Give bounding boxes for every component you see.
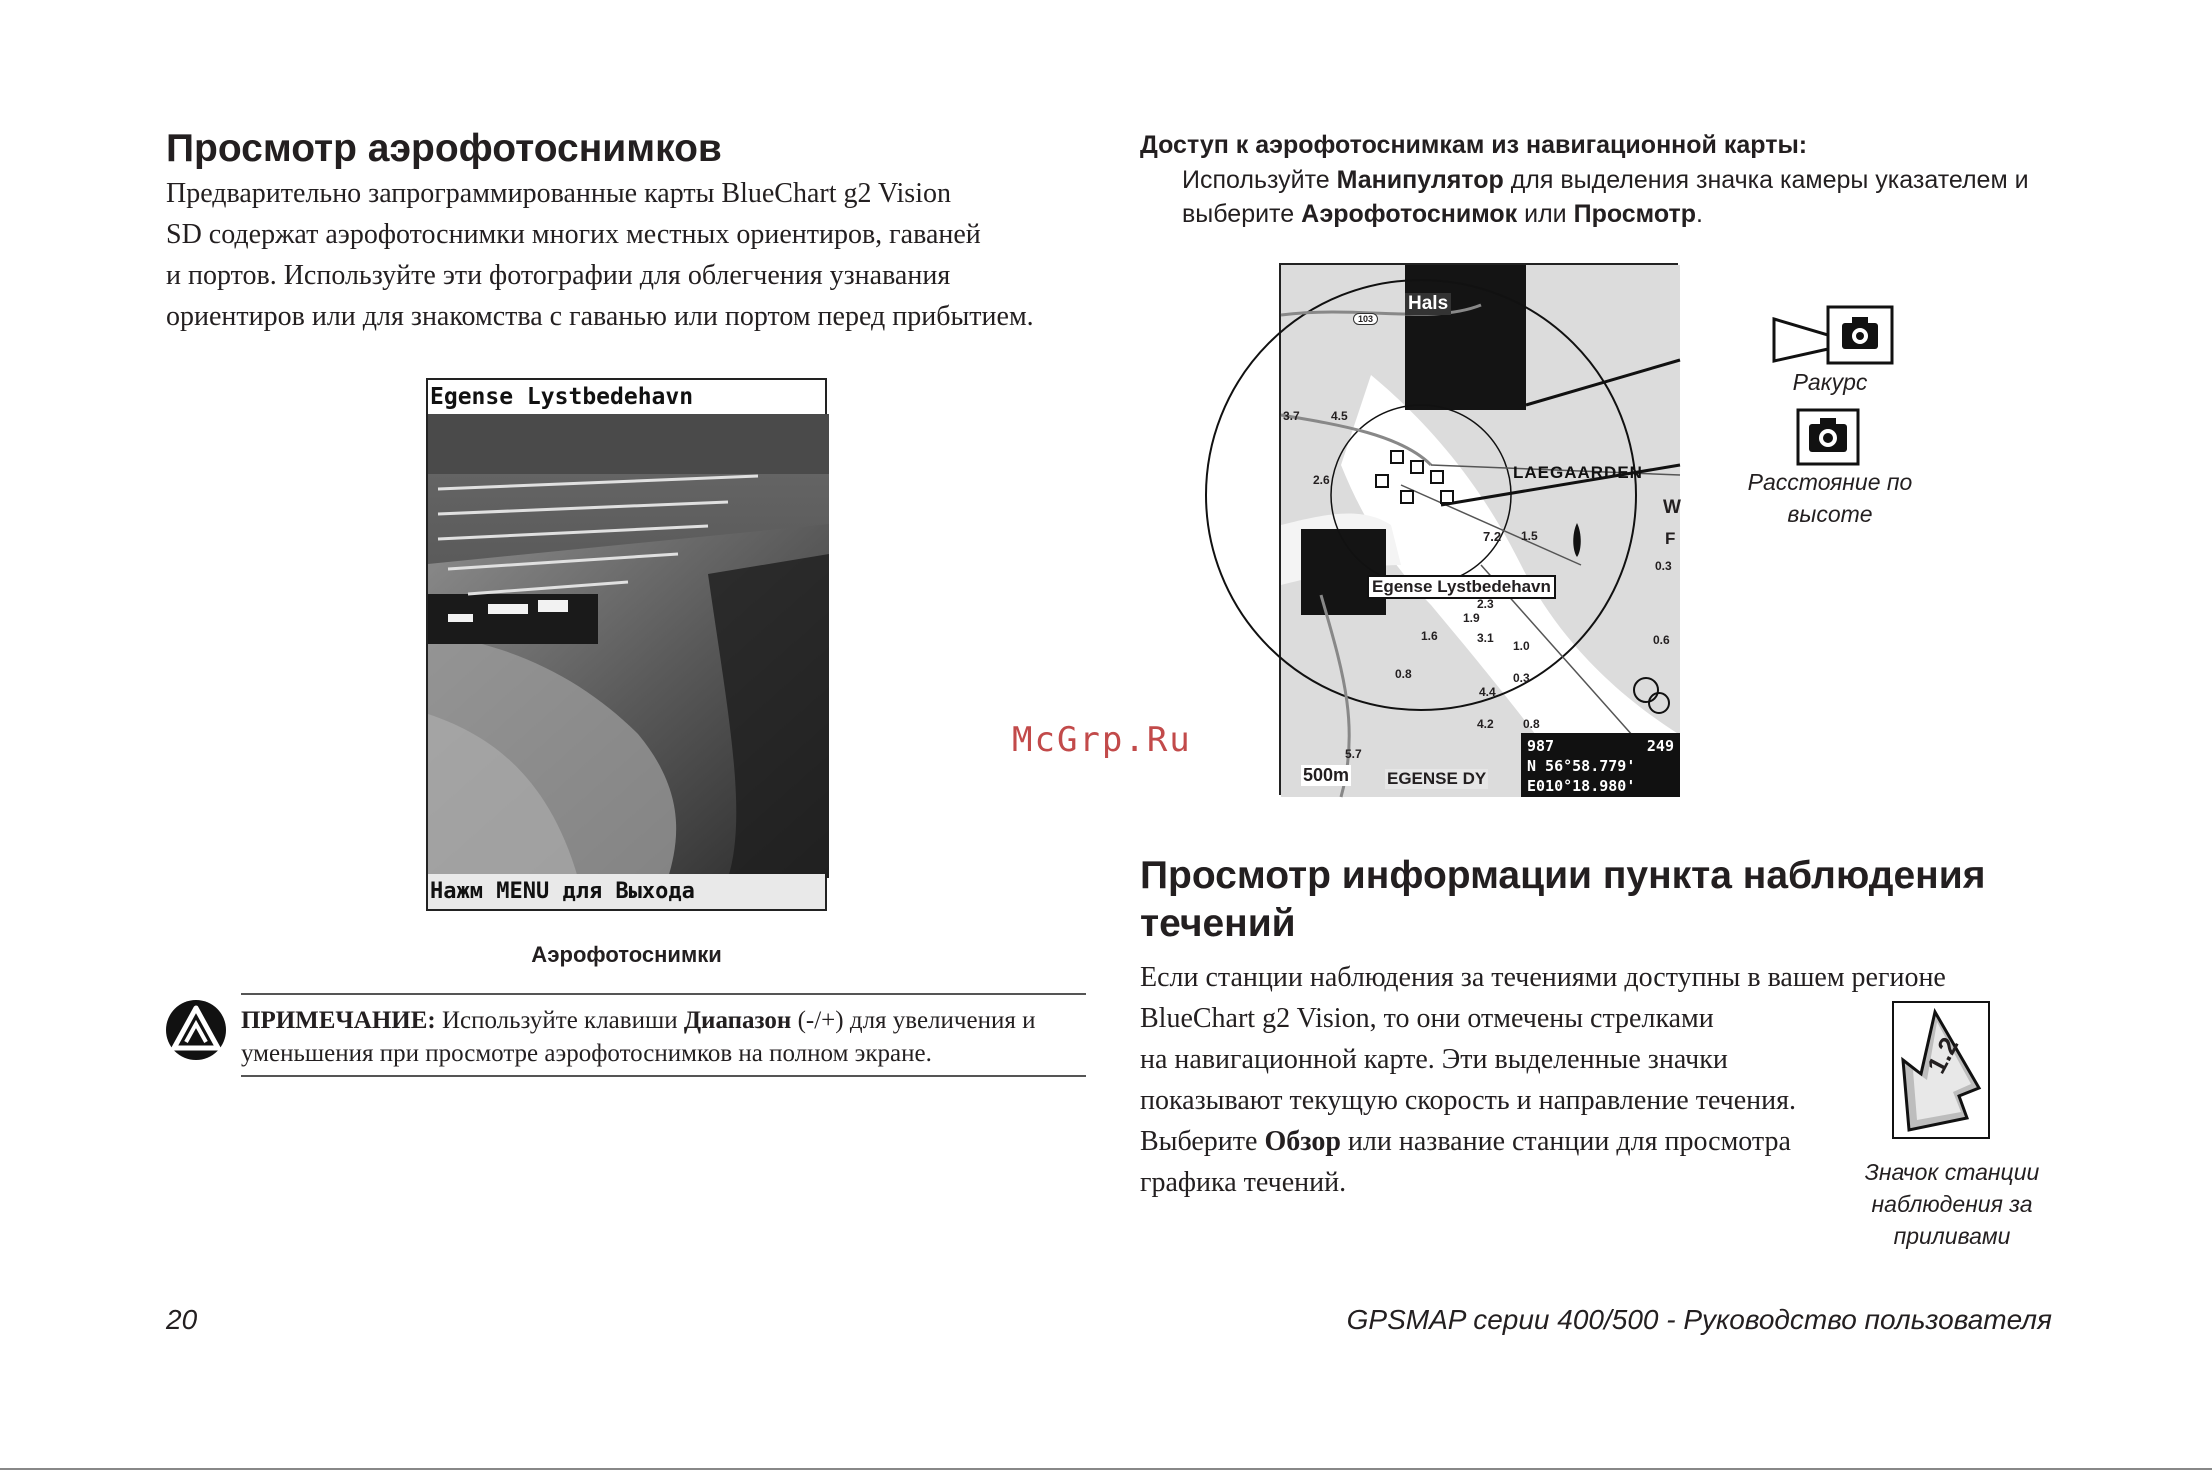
map-place-name: EGENSE DY	[1387, 769, 1487, 788]
map-edge-label: W	[1663, 497, 1681, 518]
depth-sounding: 0.8	[1395, 667, 1412, 681]
note-line-2: уменьшения при просмотре аэрофотоснимков на полном экране.	[241, 1040, 932, 1067]
nav-map-screen	[1279, 263, 1681, 795]
readout-longitude: E010°18.980'	[1527, 777, 1636, 795]
depth-sounding: 1.5	[1521, 529, 1538, 543]
readout-latitude: N 56°58.779'	[1527, 757, 1636, 775]
depth-sounding: 2.6	[1313, 473, 1330, 487]
photo-footer: Нажм MENU для Выхода	[428, 874, 825, 909]
map-edge-label: F	[1665, 529, 1676, 548]
depth-sounding: 4.5	[1331, 409, 1348, 423]
text-part: для выделения значка камеры указателем и	[1503, 166, 2029, 194]
option-name-review: Обзор	[1264, 1126, 1341, 1157]
depth-sounding: 1.9	[1463, 611, 1480, 625]
note-bottom-rule	[241, 1075, 1086, 1077]
readout-row	[1527, 736, 1674, 756]
aerial-intro-paragraph	[166, 173, 1126, 337]
caption-line: наблюдения за	[1871, 1191, 2033, 1217]
callout-label-altitude	[1720, 466, 1940, 530]
map-label-laegaarden: LAEGAARDEN	[1513, 463, 1643, 482]
paragraph-line: на навигационной карте. Эти выделенные значки	[1140, 1044, 1728, 1075]
photo-title: Egense Lystbedehavn	[428, 380, 825, 414]
tide-icon-value: 1.2	[1920, 1032, 1965, 1079]
tide-station-icon	[1891, 1000, 1991, 1140]
paragraph-line: графика течений.	[1140, 1167, 1347, 1198]
depth-sounding: 5.7	[1345, 747, 1362, 761]
paragraph-line: показывают текущую скорость и направление течения.	[1140, 1085, 1797, 1116]
photo-caption: Аэрофотоснимки	[531, 942, 722, 967]
page-bottom-edge	[0, 1468, 2212, 1470]
depth-sounding: 4.2	[1477, 717, 1494, 731]
text-part: или название станции для просмотра	[1340, 1126, 1791, 1157]
footer-title: GPSMAP серии 400/500 - Руководство пользователя	[1346, 1304, 2052, 1335]
note-text-part: (-/+) для увеличения и	[791, 1007, 1036, 1034]
paragraph-line: Предварительно запрограммированные карты BlueChart g2 Vision	[166, 178, 951, 209]
caption-line: Значок станции	[1864, 1159, 2040, 1185]
option-name-view: Просмотр	[1573, 200, 1697, 228]
aerial-photo-image	[428, 414, 829, 878]
callout-label-line: высоте	[1787, 501, 1873, 527]
tide-icon-caption	[1848, 1156, 2056, 1252]
page-number: 20	[166, 1304, 198, 1335]
section-heading-tide	[1140, 852, 1985, 948]
heading-line: течений	[1140, 902, 1296, 945]
note-text	[241, 1004, 1091, 1070]
readout-distance: 987	[1527, 737, 1555, 755]
warning-icon	[164, 998, 228, 1062]
paragraph-line: и портов. Используйте эти фотографии для облегчения узнавания	[166, 260, 951, 291]
note-text-part: Используйте клавиши	[435, 1007, 684, 1034]
readout-bearing: 249	[1646, 737, 1674, 755]
map-scale: 500m	[1303, 765, 1350, 785]
text-part: .	[1696, 200, 1703, 228]
caption-line: приливами	[1893, 1223, 2011, 1249]
aerial-photo-screen	[426, 378, 827, 911]
paragraph-line: SD содержат аэрофотоснимки многих местных ориентиров, гаваней	[166, 219, 981, 250]
control-name-joystick: Манипулятор	[1336, 166, 1504, 194]
text-part: Используйте	[1182, 166, 1337, 194]
section-heading-aerial: Просмотр аэрофотоснимков	[166, 127, 722, 170]
depth-sounding: 0.3	[1655, 559, 1672, 573]
depth-sounding: 4.4	[1479, 685, 1496, 699]
paragraph-line: BlueChart g2 Vision, то они отмечены стрелками	[1140, 1003, 1714, 1034]
option-name-aerial: Аэрофотоснимок	[1301, 200, 1518, 228]
access-heading: Доступ к аэрофотоснимкам из навигационной карты:	[1140, 131, 1808, 159]
aerial-photo	[428, 414, 825, 878]
position-readout	[1521, 733, 1680, 797]
note-label: ПРИМЕЧАНИЕ:	[241, 1007, 436, 1034]
depth-sounding: 2.3	[1477, 597, 1494, 611]
camera-angle-callout	[1770, 305, 1896, 365]
note-key-name: Диапазон	[683, 1007, 792, 1034]
depth-sounding: 0.8	[1523, 717, 1540, 731]
map-label-hals: Hals	[1405, 293, 1451, 315]
paragraph-line: Если станции наблюдения за течениями доступны в вашем регионе	[1140, 962, 1946, 993]
depth-sounding: 3.1	[1477, 631, 1494, 645]
heading-line: Просмотр информации пункта наблюдения	[1140, 854, 1986, 897]
text-part: или	[1517, 200, 1574, 228]
access-line-2	[1182, 197, 2082, 231]
aerial-coverage-block	[1405, 265, 1526, 410]
callout-label-line: Расстояние по	[1747, 469, 1913, 495]
depth-sounding: 3.7	[1283, 409, 1300, 423]
depth-sounding: 0.3	[1513, 671, 1530, 685]
text-part: выберите	[1182, 200, 1302, 228]
note-top-rule	[241, 993, 1086, 995]
watermark: McGrp.Ru	[1012, 720, 1192, 760]
paragraph-line: ориентиров или для знакомства с гаванью или портом перед прибытием.	[166, 301, 1034, 332]
map-label-marina: Egense Lystbedehavn	[1367, 575, 1556, 599]
depth-sounding: 1.6	[1421, 629, 1438, 643]
callout-label-angle: Ракурс	[1792, 369, 1868, 395]
access-instructions	[1182, 163, 2082, 231]
depth-sounding: 0.6	[1653, 633, 1670, 647]
map-road-marker: 103	[1353, 313, 1378, 325]
access-line-1	[1182, 163, 2082, 197]
note-line-1	[241, 1004, 1091, 1037]
text-part: Выберите	[1140, 1126, 1265, 1157]
depth-sounding: 7.2	[1483, 529, 1502, 544]
depth-sounding: 1.0	[1513, 639, 1530, 653]
camera-altitude-icon	[1796, 408, 1860, 466]
